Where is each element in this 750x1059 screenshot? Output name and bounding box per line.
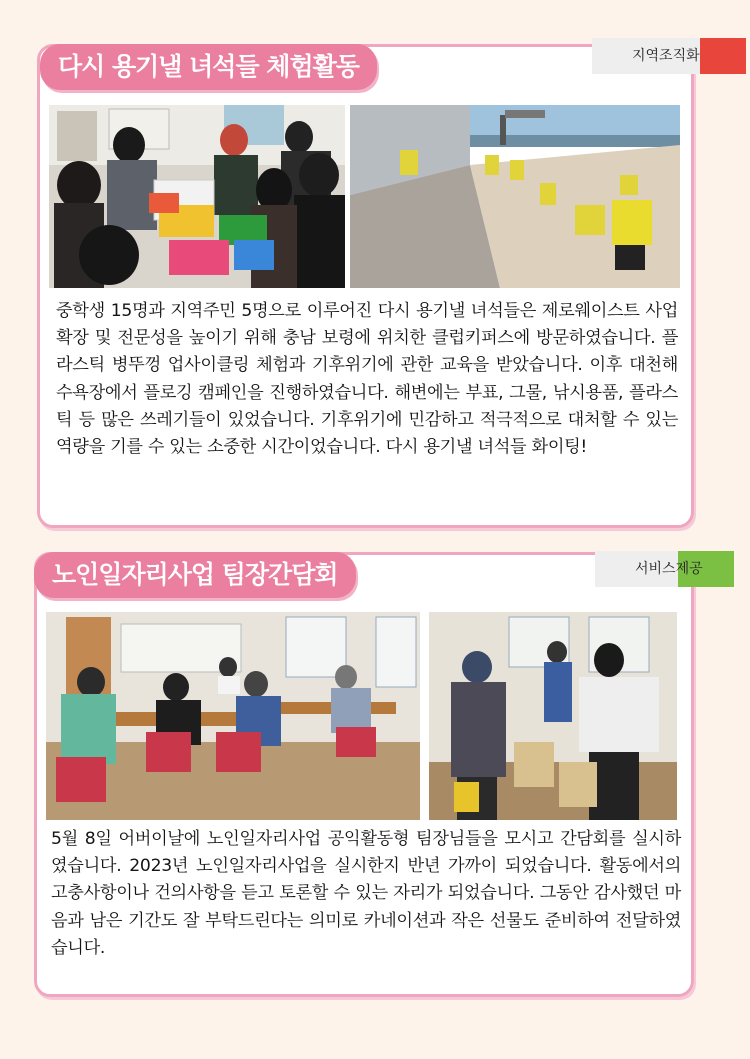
meeting-room-illustration — [46, 612, 420, 820]
upcycling-workshop-illustration — [49, 105, 345, 288]
section-title-text-1: 다시 용기낼 녀석들 체험활동 — [58, 52, 359, 81]
photo-meeting-room — [46, 612, 420, 820]
gift-distribution-illustration — [429, 612, 677, 820]
section-title-2 — [34, 552, 356, 598]
section-body-2: 5월 8일 어버이날에 노인일자리사업 공익활동형 팀장님들을 모시고 간담회를 실시하였습니다. 2023년 노인일자리사업을 실시한지 반년 가까이 되었습니다. 활동에서의 고충사항이나 건의사항을 듣고 토론할 수 있는 자리가 되었습니다. 그동안 감사했던 마음과 남은 기간도 잘 부탁드린다는 의미로 카네이션과 작은 선물도 준비하여 전달하였습니다. — [51, 829, 681, 958]
tag-accent-1 — [700, 38, 746, 74]
photo-upcycling-workshop — [49, 105, 345, 288]
section-tag-1 — [592, 38, 746, 74]
photo-beach-plogging — [350, 105, 680, 288]
beach-plogging-illustration — [350, 105, 680, 288]
section-title-1 — [40, 44, 377, 90]
section-body-1: 중학생 15명과 지역주민 5명으로 이루어진 다시 용기낼 녀석들은 제로웨이스트 사업 확장 및 전문성을 높이기 위해 충남 보령에 위치한 클럽키퍼스에 방문하였습니다. 플라스틱 병뚜껑 업사이클링 체험과 기후위기에 관한 교육을 받았습니다. 이후 대천해수욕장에서 플로깅 캠페인을 진행하였습니다. 해변에는 부표, 그물, 낚시용품, 플라스틱 등 많은 쓰레기들이 있었습니다. 기후위기에 민감하고 적극적으로 대처할 수 있는 역량을 기를 수 있는 소중한 시간이었습니다. 다시 용기낼 녀석들 화이팅! — [56, 301, 678, 458]
section-tag-2 — [595, 551, 734, 587]
tag-label-1: 지역조직화 — [632, 48, 700, 64]
tag-label-2: 서비스제공 — [635, 561, 703, 577]
section-title-text-2: 노인일자리사업 팀장간담회 — [52, 560, 338, 589]
photo-gift-distribution — [429, 612, 677, 820]
